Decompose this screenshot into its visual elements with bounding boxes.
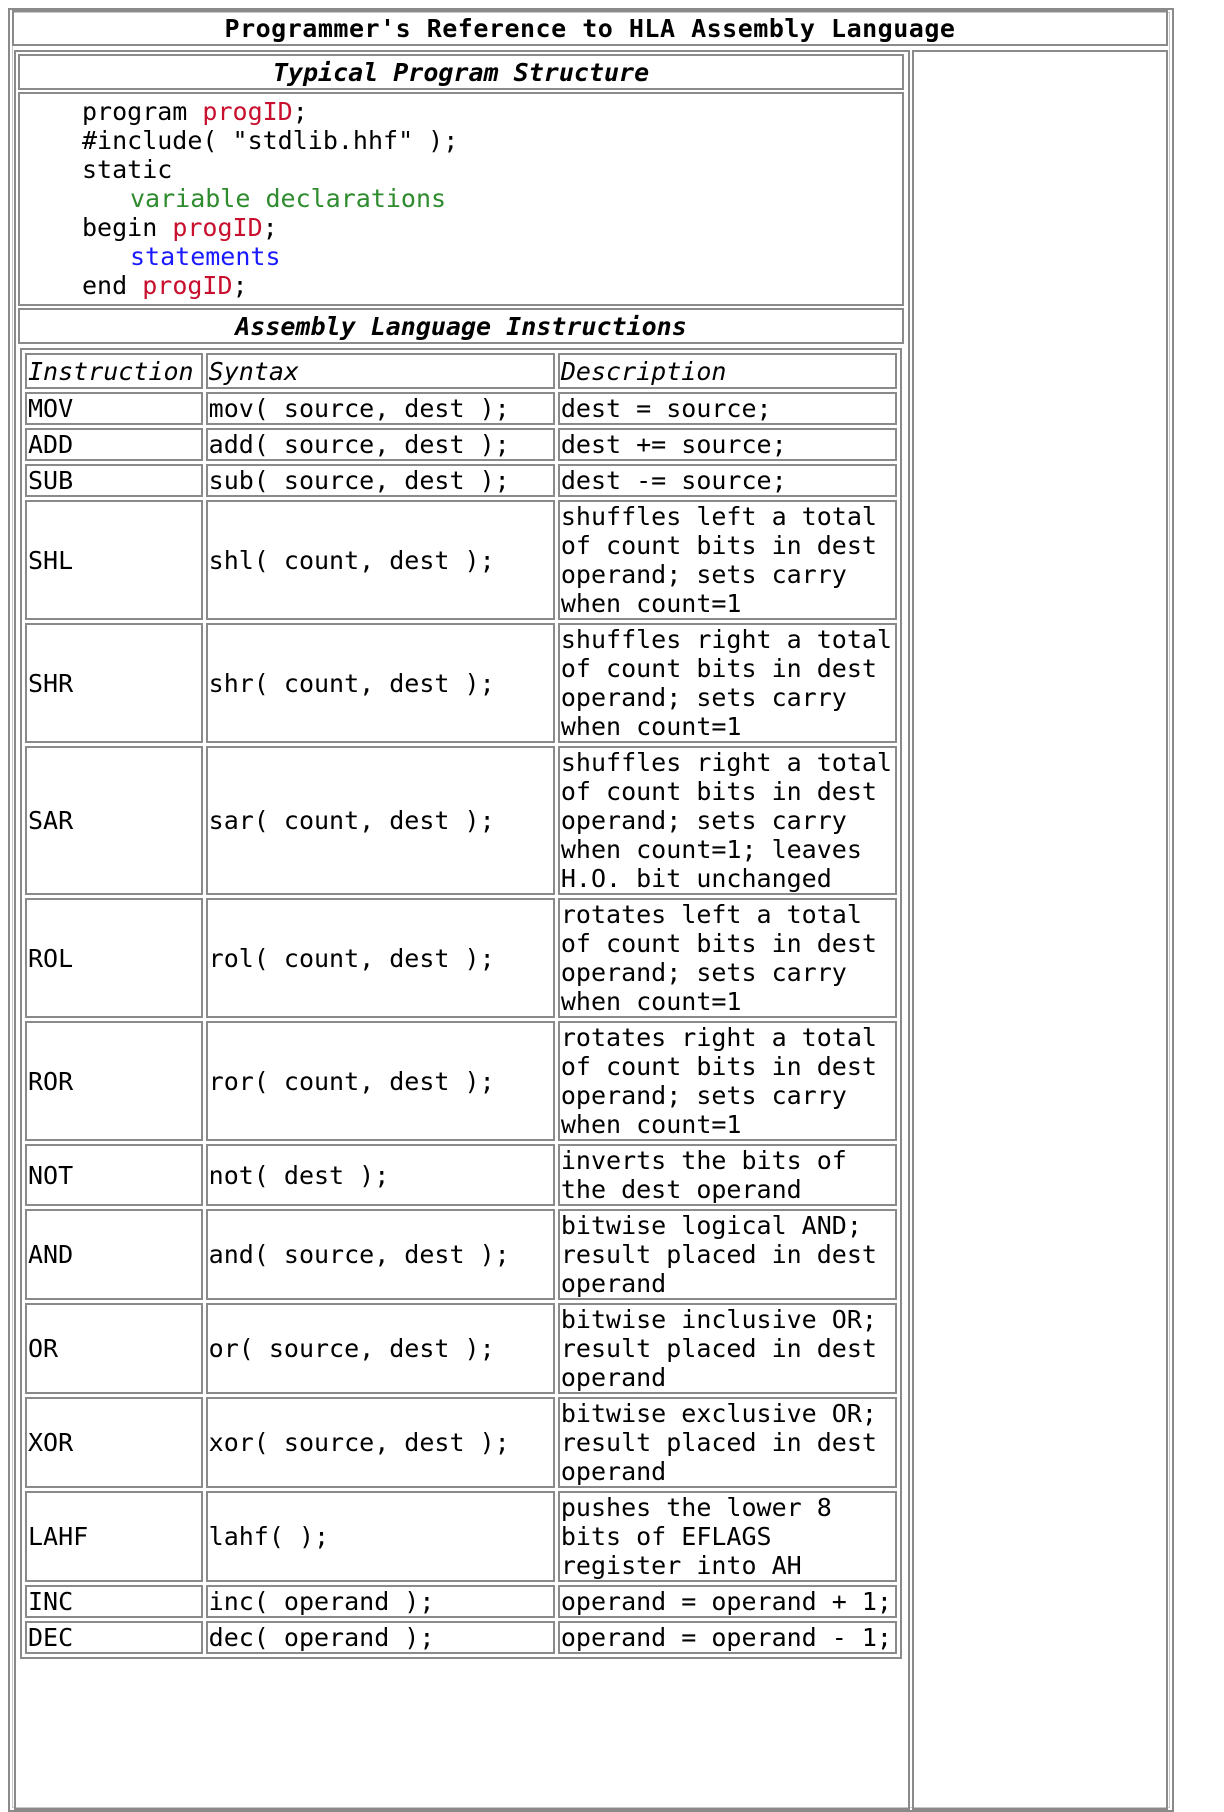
table-row bbox=[25, 1303, 897, 1394]
instruction-syntax-cell: and( source, dest ); bbox=[206, 1209, 555, 1300]
instruction-syntax-cell: ror( count, dest ); bbox=[206, 1021, 555, 1141]
code-line-begin bbox=[20, 213, 902, 242]
instruction-syntax-cell: sub( source, dest ); bbox=[206, 464, 555, 497]
instruction-desc-cell: bitwise logical AND; result placed in dest operand bbox=[558, 1209, 897, 1300]
code-line-statements: statements bbox=[130, 242, 281, 271]
code-keyword: program bbox=[82, 97, 188, 126]
code-punct: ; bbox=[262, 213, 278, 242]
code-line-program bbox=[20, 97, 902, 126]
table-row bbox=[25, 1621, 897, 1654]
code-punct: ; bbox=[292, 97, 308, 126]
instruction-name-cell: OR bbox=[25, 1303, 203, 1394]
instruction-name-cell: SHR bbox=[25, 623, 203, 743]
instruction-desc-cell: shuffles left a total of count bits in dest operand; sets carry when count=1 bbox=[558, 500, 897, 620]
code-keyword: end bbox=[82, 271, 128, 300]
instruction-name-cell: ROR bbox=[25, 1021, 203, 1141]
table-row bbox=[25, 898, 897, 1018]
column-header-syntax: Syntax bbox=[206, 353, 555, 389]
code-line-static: static bbox=[82, 155, 173, 184]
page-title: Programmer's Reference to HLA Assembly Language bbox=[12, 10, 1168, 46]
instruction-syntax-cell: or( source, dest ); bbox=[206, 1303, 555, 1394]
instruction-name-cell: DEC bbox=[25, 1621, 203, 1654]
instruction-desc-cell: shuffles right a total of count bits in dest operand; sets carry when count=1; leaves H.O. bit unchanged bbox=[558, 746, 897, 895]
instruction-desc-cell: shuffles right a total of count bits in dest operand; sets carry when count=1 bbox=[558, 623, 897, 743]
table-row bbox=[25, 392, 897, 425]
instruction-syntax-cell: shl( count, dest ); bbox=[206, 500, 555, 620]
instruction-name-cell: NOT bbox=[25, 1144, 203, 1206]
instructions-heading: Assembly Language Instructions bbox=[18, 308, 904, 344]
code-keyword: begin bbox=[82, 213, 158, 242]
instruction-desc-cell: pushes the lower 8 bits of EFLAGS register into AH bbox=[558, 1491, 897, 1582]
program-structure-heading: Typical Program Structure bbox=[18, 54, 904, 90]
instruction-syntax-cell: mov( source, dest ); bbox=[206, 392, 555, 425]
code-line-include: #include( "stdlib.hhf" ); bbox=[82, 126, 459, 155]
instruction-syntax-cell: lahf( ); bbox=[206, 1491, 555, 1582]
instruction-syntax-cell: dec( operand ); bbox=[206, 1621, 555, 1654]
instruction-name-cell: LAHF bbox=[25, 1491, 203, 1582]
code-identifier: progID bbox=[202, 97, 293, 126]
instruction-desc-cell: bitwise inclusive OR; result placed in dest operand bbox=[558, 1303, 897, 1394]
instruction-syntax-cell: not( dest ); bbox=[206, 1144, 555, 1206]
program-structure-code bbox=[18, 92, 904, 306]
table-header-row bbox=[25, 353, 897, 389]
table-row bbox=[25, 1397, 897, 1488]
instruction-name-cell: MOV bbox=[25, 392, 203, 425]
right-empty-cell bbox=[912, 50, 1168, 1810]
instruction-syntax-cell: xor( source, dest ); bbox=[206, 1397, 555, 1488]
code-punct: ; bbox=[232, 271, 248, 300]
table-row bbox=[25, 1021, 897, 1141]
code-identifier: progID bbox=[142, 271, 233, 300]
code-identifier: progID bbox=[172, 213, 263, 242]
instruction-name-cell: XOR bbox=[25, 1397, 203, 1488]
instruction-syntax-cell: sar( count, dest ); bbox=[206, 746, 555, 895]
instruction-desc-cell: inverts the bits of the dest operand bbox=[558, 1144, 897, 1206]
instruction-syntax-cell: shr( count, dest ); bbox=[206, 623, 555, 743]
instruction-desc-cell: operand = operand - 1; bbox=[558, 1621, 897, 1654]
table-row bbox=[25, 623, 897, 743]
instruction-desc-cell: rotates left a total of count bits in dest operand; sets carry when count=1 bbox=[558, 898, 897, 1018]
instructions-table bbox=[22, 350, 900, 1657]
code-line-variable-declarations: variable declarations bbox=[130, 184, 447, 213]
instruction-name-cell: ADD bbox=[25, 428, 203, 461]
instruction-name-cell: SHL bbox=[25, 500, 203, 620]
instruction-name-cell: ROL bbox=[25, 898, 203, 1018]
instruction-desc-cell: bitwise exclusive OR; result placed in dest operand bbox=[558, 1397, 897, 1488]
instruction-desc-cell: rotates right a total of count bits in dest operand; sets carry when count=1 bbox=[558, 1021, 897, 1141]
instruction-name-cell: SAR bbox=[25, 746, 203, 895]
instruction-desc-cell: dest = source; bbox=[558, 392, 897, 425]
code-line-end bbox=[20, 271, 902, 300]
instruction-desc-cell: dest -= source; bbox=[558, 464, 897, 497]
instruction-name-cell: INC bbox=[25, 1585, 203, 1618]
table-row bbox=[25, 746, 897, 895]
instruction-syntax-cell: rol( count, dest ); bbox=[206, 898, 555, 1018]
column-header-description: Description bbox=[558, 353, 897, 389]
column-header-instruction: Instruction bbox=[25, 353, 203, 389]
instruction-name-cell: AND bbox=[25, 1209, 203, 1300]
instruction-desc-cell: operand = operand + 1; bbox=[558, 1585, 897, 1618]
table-row bbox=[25, 1491, 897, 1582]
instruction-desc-cell: dest += source; bbox=[558, 428, 897, 461]
instruction-syntax-cell: inc( operand ); bbox=[206, 1585, 555, 1618]
instructions-table-wrapper bbox=[20, 348, 902, 1659]
table-row bbox=[25, 1144, 897, 1206]
table-row bbox=[25, 464, 897, 497]
table-row bbox=[25, 500, 897, 620]
instruction-name-cell: SUB bbox=[25, 464, 203, 497]
table-row bbox=[25, 1585, 897, 1618]
table-row bbox=[25, 428, 897, 461]
table-row bbox=[25, 1209, 897, 1300]
instruction-syntax-cell: add( source, dest ); bbox=[206, 428, 555, 461]
